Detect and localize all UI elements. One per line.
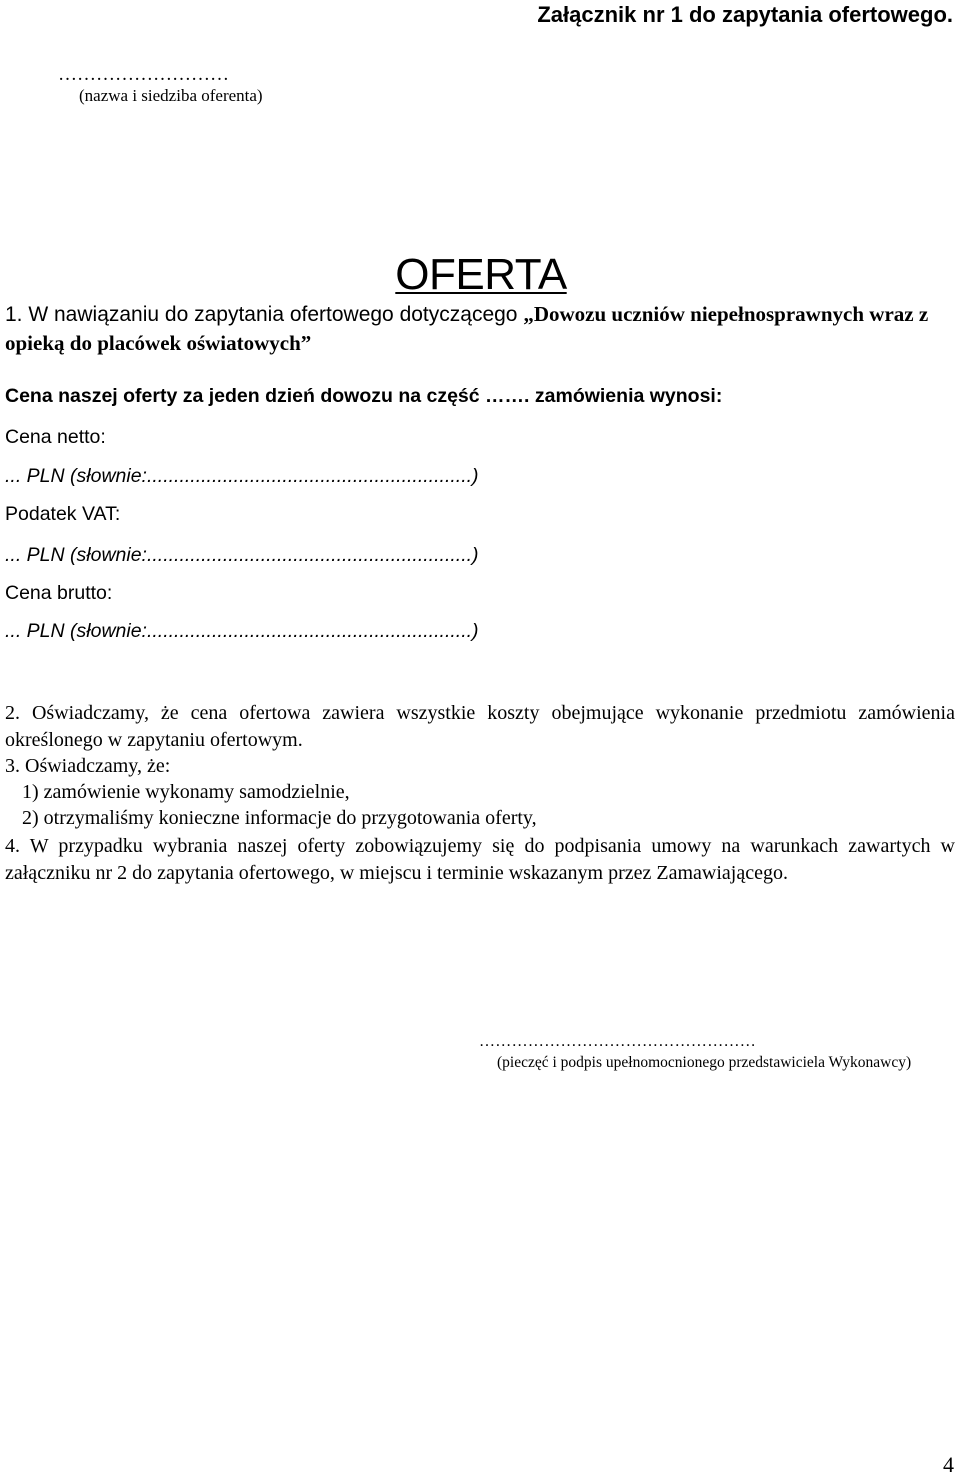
net-price-label: Cena netto: [5, 426, 106, 448]
section-2-paragraph: 2. Oświadczamy, że cena ofertowa zawiera wszystkie koszty obejmujące wykonanie przedmiotu zamówienia określonego w zapytaniu ofertowym. [5, 702, 955, 751]
annex-heading: Załącznik nr 1 do zapytania ofertowego. [537, 2, 953, 27]
section-1-subject: „Dowozu uczniów niepełnosprawnych wraz z opieką do placówek oświatowych” [5, 302, 929, 355]
gross-price-line: ... PLN (słownie:............................................................) [5, 620, 479, 642]
section-3-heading: 3. Oświadczamy, że: [5, 755, 171, 777]
signature-caption: (pieczęć i podpis upełnomocnionego przedstawiciela Wykonawcy) [497, 1054, 912, 1071]
document-title [0, 250, 960, 300]
section-3-item-2: 2) otrzymaliśmy konieczne informacje do przygotowania oferty, [22, 807, 537, 829]
section-4-paragraph: 4. W przypadku wybrania naszej oferty zobowiązujemy się do podpisania umowy na warunkach zawartych w załączniku nr 2 do zapytania ofertowego, w miejscu i terminie wskazanym przez Zamawiającego. [5, 835, 955, 884]
signature-line-dots: …………………………………………… [479, 1033, 757, 1050]
gross-price-label: Cena brutto: [5, 582, 113, 604]
offeror-name-field-dots: ……………………… [58, 64, 229, 85]
document-title-text: OFERTA [395, 250, 567, 299]
vat-label: Podatek VAT: [5, 503, 121, 525]
offeror-name-caption: (nazwa i siedziba oferenta) [79, 86, 263, 105]
section-1-prefix: 1. W nawiązaniu do zapytania ofertowego dotyczącego [5, 303, 524, 326]
section-1-paragraph [5, 300, 955, 358]
net-price-line: ... PLN (słownie:............................................................) [5, 465, 479, 487]
vat-line: ... PLN (słownie:............................................................) [5, 544, 479, 566]
section-3-item-1: 1) zamówienie wykonamy samodzielnie, [22, 781, 350, 803]
page-number: 4 [943, 1452, 954, 1477]
price-heading: Cena naszej oferty za jeden dzień dowozu na część ……. zamówienia wynosi: [5, 385, 723, 407]
